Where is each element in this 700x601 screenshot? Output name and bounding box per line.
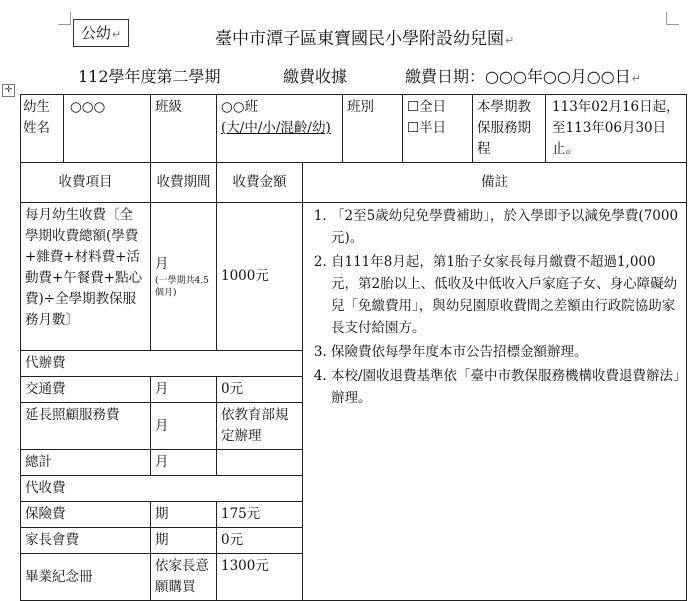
fee-receipt-table [20,94,687,601]
class-label: 班級 [151,95,217,163]
header-notes: 備註 [303,163,687,203]
insurance-amount: 175元 [217,502,303,528]
parent-association-item: 家長會費 [21,528,151,554]
header-period: 收費期間 [151,163,217,203]
monthly-fee-amount: 1000元 [217,203,303,351]
class-type-label: 班別 [343,95,403,163]
transport-fee-period: 月 [151,377,217,403]
total-amount [217,450,303,476]
yearbook-period: 依家長意願購買 [151,554,217,601]
class-value-cell [217,95,343,163]
note-item: 2. 自111年8月起，第1胎子女家長每月繳費不超過1,000元，第2胎以上、低收及中低收入戶家庭子女、身心障礙幼兒「免繳費用」，與幼兒園原收費間之差額由行政院協助家長支付給園方。 [331,251,682,339]
class-value: ○○班 [221,99,259,115]
parent-association-period: 期 [151,528,217,554]
yearbook-amount: 1300元 [217,554,303,601]
service-period-value: 113年02月16日起，至113年06月30日止。 [552,99,680,157]
agency-fee-header: 代辦費 [21,351,303,377]
transport-fee-item: 交通費 [21,377,151,403]
paragraph-mark-icon: ↵ [631,72,641,85]
header-row [21,163,687,203]
notes-list [307,205,682,409]
header-amount: 收費金額 [217,163,303,203]
notes-cell [303,203,687,601]
extended-care-item: 延長照顧服務費 [21,403,151,450]
collect-fee-header: 代收費 [21,476,303,502]
extended-care-amount: 依教育部規定辦理 [217,403,303,450]
student-name-value: ○○○ [70,99,106,115]
extended-care-period: 月 [151,403,217,450]
note-item: 1. 「2至5歲幼兒免學費補助」，於入學即予以減免學費(7000元)。 [331,205,682,249]
monthly-fee-period-cell [151,203,217,351]
student-name-label: 幼生姓名 [21,95,64,162]
monthly-fee-period: 月 [155,256,169,272]
insurance-item: 保險費 [21,502,151,528]
public-kindergarten-badge [73,19,129,47]
parent-association-amount: 0元 [217,528,303,554]
monthly-fee-period-note: (一學期共4.5個月) [155,276,209,298]
note-item: 4. 本校/園收退費基準依「臺中市教保服務機構收費退費辦法」辦理。 [331,365,682,409]
note-item: 3. 保險費依每學年度本市公告招標金額辦理。 [331,341,682,363]
payment-date: 繳費日期：○○○年○○月○○日↵ [405,67,641,86]
total-period: 月 [151,450,217,476]
service-period-label: 本學期教保服務期程 [473,95,546,162]
header-item: 收費項目 [21,163,151,203]
insurance-period: 期 [151,502,217,528]
student-name-cell [21,95,151,163]
paragraph-mark-icon: ↵ [505,34,515,47]
receipt-label: 繳費收據 [283,67,348,86]
document-title: 臺中市潭子區東寶國民小學附設幼兒園↵ [215,29,515,49]
corner-crop-mark [58,12,71,25]
monthly-fee-row [21,203,687,351]
student-info-row [21,95,687,163]
transport-fee-amount: 0元 [217,377,303,403]
class-types: (大/中/小/混齡/幼) [221,120,331,136]
yearbook-item: 畢業紀念冊 [21,554,151,601]
term-label: 112學年度第二學期 [78,67,221,86]
full-day-checkbox[interactable]: ☐全日 [407,99,447,115]
monthly-fee-item: 每月幼生收費〔全學期收費總額(學費+雜費+材料費+活動費+午餐費+點心費)÷全學期教保服務月數〕 [21,203,151,351]
service-period-cell [473,95,687,163]
corner-crop-mark [666,12,679,25]
day-type-cell [403,95,473,163]
table-move-handle-icon[interactable]: ✛ [2,84,15,97]
total-item: 總計 [21,450,151,476]
half-day-checkbox[interactable]: ☐半日 [407,120,447,136]
paragraph-mark-icon: ↵ [111,28,122,41]
badge-text: 公幼 [80,24,111,42]
